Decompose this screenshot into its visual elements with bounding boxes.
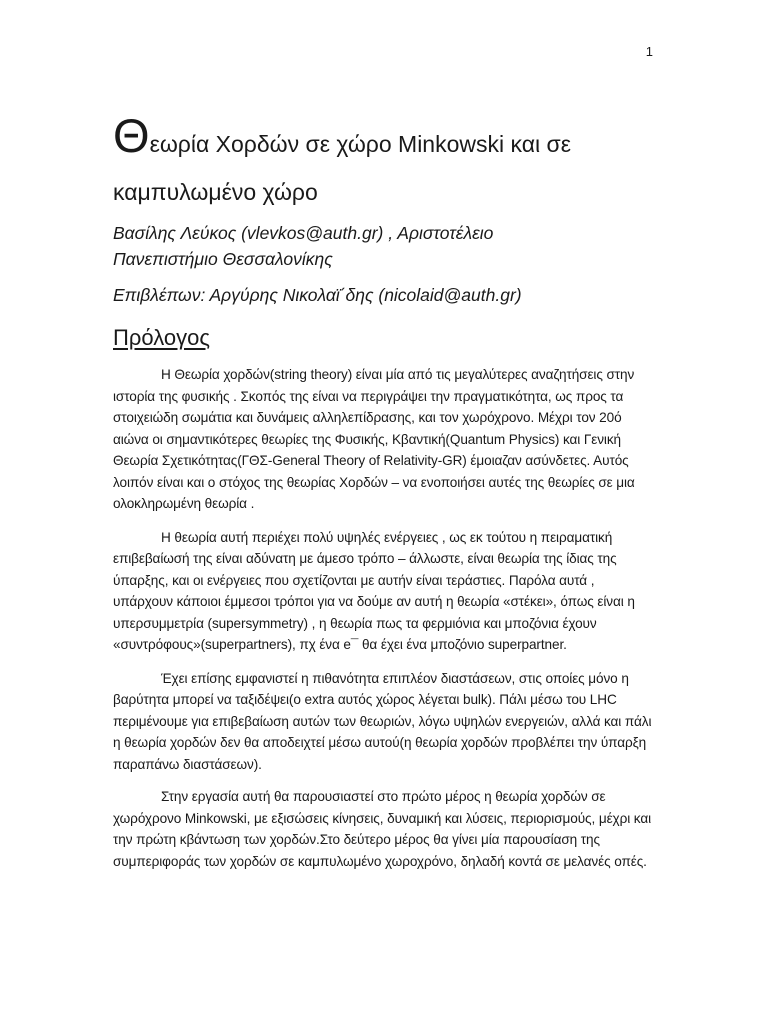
- section-heading-prologue: Πρόλογος: [113, 325, 210, 350]
- document-title: [113, 108, 653, 216]
- page-number: 1: [645, 44, 653, 59]
- author-line-2: Πανεπιστήμιο Θεσσαλονίκης: [113, 249, 333, 269]
- paragraph-1: Η Θεωρία χορδών(string theory) είναι μία από τις μεγαλύτερες αναζητήσεις στην ιστορία της φυσικής . Σκοπός της είναι να περιγράψει την πραγματικότητα, ως προς τα στοιχειώδη σωμάτια και δυνάμεις αλληλεπίδρασης, και τον χωρόχρονο. Μέχρι τον 20ό αιώνα οι σημαντικότερες θεωρίες της Φυσικής, Κβαντική(Quantum Physics) και Γενική Θεωρία Σχετικότητας(ΓΘΣ-General Theory of Relativity-GR) έμοιαζαν ασύνδετες. Αυτός λοιπόν είναι και ο στόχος της θεωρίας Χορδών – να ενοποιήσει αυτές της θεωρίες σε μια ολοκληρωμένη θεωρία .: [113, 367, 635, 511]
- title-drop-letter: Θ: [113, 109, 150, 162]
- supervisor-line: Επιβλέπων: Αργύρης Νικολαϊ΄δης (nicolaid@auth.gr): [113, 285, 522, 305]
- title-line-1: εωρία Χορδών σε χώρο Minkowski και σε: [149, 131, 571, 157]
- paragraph-2: Η θεωρία αυτή περιέχει πολύ υψηλές ενέργειες , ως εκ τούτου η πειραματική επιβεβαίωσή της είναι αδύνατη με άμεσο τρόπο – άλλωστε, είναι θεωρία της ίδιας της ύπαρξης, και οι ενέργειες που σχετίζονται με αυτήν είναι τεράστιες. Παρόλα αυτά , υπάρχουν κάποιοι έμμεσοι τρόποι για να δούμε αν αυτή η θεωρία «στέκει», όπως είναι η υπερσυμμετρία (supersymmetry) , η θεωρία πως τα φερμιόνια και μποζόνια έχουν «συντρόφους»(superpartners), πχ ένα e¯ θα έχει ένα μποζόνιο superpartner.: [113, 529, 635, 652]
- author-line-1: Βασίλης Λεύκος (vlevkos@auth.gr) , Αριστοτέλειο: [113, 223, 494, 243]
- title-line-2: καμπυλωμένο χώρο: [113, 179, 318, 205]
- paragraph-3: Έχει επίσης εμφανιστεί η πιθανότητα επιπλέον διαστάσεων, στις οποίες μόνο η βαρύτητα μπορεί να ταξιδέψει(ο extra αυτός χώρος λέγεται bulk). Πάλι μέσω του LHC περιμένουμε για επιβεβαίωση αυτών των θεωριών, λόγω υψηλών ενεργειών, αλλά και πάλι η θεωρία χορδών δεν θα αποδειχτεί μέσω αυτού(η θεωρία χορδών προβλέπει την ύπαρξη παραπάνω διαστάσεων).: [113, 670, 652, 772]
- paragraph-4: Στην εργασία αυτή θα παρουσιαστεί στο πρώτο μέρος η θεωρία χορδών σε χωρόχρονο Minkowski, με εξισώσεις κίνησεις, δυναμική και λύσεις, περιορισμούς, μέχρι και την πρώτη κβάντωση των χορδών.Στο δεύτερο μέρος θα γίνει μία παρουσίαση της συμπεριφοράς των χορδών σε καμπυλωμένο χωροχρόνο, δηλαδή κοντά σε μελανές οπές.: [113, 789, 652, 869]
- document-body: [113, 108, 653, 884]
